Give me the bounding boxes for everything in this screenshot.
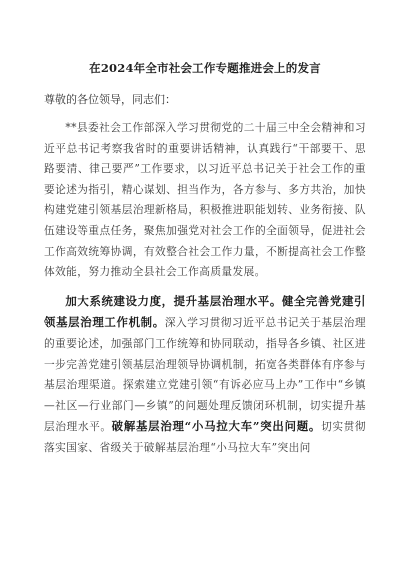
paragraph-intro: **县委社会工作部深入学习贯彻党的二十届三中全会精神和习近平总书记考察我省时的重要讲话精神，认真践行“干部要干、思路要清、律己要严”工作要求，以习近平总书记关于社会工作的重要论述为指引，精心谋划、担当作为，各方参与、多方共治，加快构建党建引领基层治理新格局，积极推进职能划转、业务衔接、队伍建设等重点任务，聚焦加强党对社会工作的全面领导，促进社会工作高效统筹协调，有效整合社会工作力量，不断提高社会工作整体效能，努力推动全县社会工作高质量发展。 bbox=[44, 121, 366, 279]
salutation: 尊敬的各位领导，同志们： bbox=[44, 93, 176, 106]
paragraph-body-continued: 切实贯彻落实国家、省级关于破解基层治理“小马拉大车”突出问 bbox=[44, 420, 367, 454]
bold-heading-system-building: 加大系统建设力度，提升基层治理水平。健全完善党建引领基层治理工作机制。 bbox=[44, 293, 366, 330]
document-title: 在2024年全市社会工作专题推进会上的发言 bbox=[89, 61, 321, 75]
paragraph-body: 深入学习贯彻习近平总书记关于基层治理的重要论述，加强部门工作统筹和协同联动，指导各乡镇、社区进一步完善党建引领基层治理领导协调机制，拓宽各类群体有序参与基层治理渠道。探索建立党建引领“有诉必应马上办”工作中“乡镇—社区—行业部门—乡镇”的问题处理反馈闭环机制，切实提升基层治理水平。 bbox=[44, 316, 366, 434]
paragraph-system-building bbox=[44, 291, 366, 459]
bold-heading-small-horse: 破解基层治理“小马拉大车”突出问题。 bbox=[111, 419, 322, 434]
